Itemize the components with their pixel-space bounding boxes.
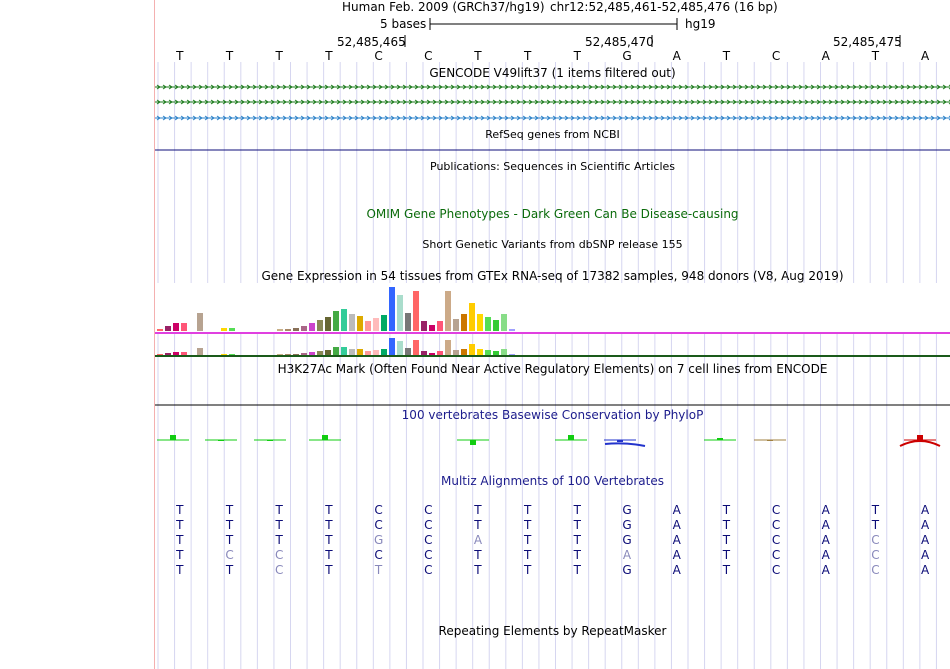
gtex-bar-2 [301,353,307,355]
gtex-bar [509,329,515,331]
alignment-base-human: T [722,503,731,517]
cons-mark [470,440,476,445]
alignment-base-human: T [325,503,333,517]
alignment-base-elephant: T [573,563,582,577]
alignment-base-elephant: A [921,563,930,577]
alignment-base-dog: T [176,548,184,562]
gtex-bar-2 [445,340,451,355]
gtex-bar [365,321,371,331]
gtex-bar-2 [349,349,355,355]
base-letter: A [921,49,930,63]
gtex-bar [373,318,379,331]
alignment-base-rhesus: A [672,518,681,532]
refseq-track-title: RefSeq genes from NCBI [485,128,620,141]
alignment-base-dog: C [771,548,781,562]
alignment-base-human: T [871,503,880,517]
ruler-coord-1: 52,485,465 [337,35,406,49]
gtex-bar-2 [325,350,331,355]
base-letter: T [722,49,731,63]
alignment-base-elephant: T [523,563,532,577]
base-letter: T [325,49,333,63]
gtex-bar-2 [477,349,483,355]
gtex-bar [357,316,363,331]
alignment-base-mouse: T [573,533,582,547]
alignment-base-mouse: A [672,533,681,547]
alignment-base-rhesus: C [771,518,781,532]
gtex-bar-2 [365,351,371,355]
alignment-base-elephant: A [821,563,830,577]
base-letter: C [424,49,433,63]
gtex-bar-2 [157,354,163,355]
alignment-base-elephant: T [374,563,383,577]
gtex-bar [181,323,187,331]
gtex-bar [341,309,347,331]
gtex-bar-2 [469,344,475,355]
alignment-base-elephant: T [325,563,333,577]
alignment-base-human: C [374,503,383,517]
gtex-bar [333,311,339,331]
pubs-track-title: Publications: Sequences in Scientific Articles [430,160,675,173]
alignment-base-human: G [622,503,632,517]
gtex-bar [453,319,459,331]
alignment-base-elephant: C [275,563,284,577]
gtex-bar-2 [333,347,339,355]
cons-mark [617,440,623,442]
gtex-bar [277,329,283,331]
gtex-bar [413,291,419,331]
gtex-bar-2 [221,354,227,355]
cons-mark [917,435,923,440]
gtex-baseline-2 [155,355,950,357]
alignment-base-dog: A [622,548,632,562]
gtex-bar-2 [373,350,379,355]
gtex-bar [349,314,355,331]
scale-db-label: hg19 [685,17,716,31]
alignment-base-rhesus: T [225,518,234,532]
alignment-base-human: T [474,503,482,517]
gtex-bar [461,314,467,331]
alignment-base-dog: A [821,548,830,562]
gtex-bar [229,328,235,331]
gtex-bar-2 [317,351,323,355]
gtex-bar-2 [453,350,459,355]
gtex-bar [469,303,475,331]
alignment-base-human: A [672,503,681,517]
alignment-base-dog: A [672,548,681,562]
base-letter: T [275,49,283,63]
alignment-base-mouse: G [622,533,632,547]
cons-mark-curve-blue [605,443,645,446]
gtex-bar [477,314,483,331]
alignment-base-mouse: A [473,533,483,547]
gtex-bar [301,326,307,331]
alignment-base-mouse: T [225,533,234,547]
alignment-base-dog: C [871,548,880,562]
gtex-bar-2 [429,353,435,355]
cons-mark [218,440,224,441]
gtex-bar [381,315,387,331]
ruler-coord-3: 52,485,475 [833,35,902,49]
alignment-base-dog: C [374,548,383,562]
gtex-bar [397,295,403,331]
gtex-bar [485,317,491,331]
cons-mark [568,435,574,440]
gtex-bar [389,287,395,331]
cons-mark [170,435,176,440]
alignment-base-elephant: T [176,563,184,577]
gtex-bar [493,320,499,331]
gtex-bar [437,321,443,331]
dbsnp-track-title: Short Genetic Variants from dbSNP release 155 [422,238,683,251]
cons-mark [767,440,773,441]
assembly-title: Human Feb. 2009 (GRCh37/hg19) [342,0,545,14]
alignment-base-elephant: C [871,563,880,577]
alignment-base-human: T [176,503,184,517]
base-letter: T [523,49,532,63]
gtex-bar [325,317,331,331]
gencode-track-title: GENCODE V49lift37 (1 items filtered out) [429,66,676,80]
gtex-bar [429,325,435,331]
alignment-base-rhesus: A [921,518,930,532]
gtex-bar-2 [165,353,171,355]
base-letter: A [821,49,830,63]
alignment-base-mouse: C [424,533,433,547]
alignment-base-elephant: G [622,563,632,577]
h3k27ac-track-title: H3K27Ac Mark (Often Found Near Active Regulatory Elements) on 7 cell lines from ENCODE [277,362,828,376]
alignment-base-rhesus: T [523,518,532,532]
position-readout: chr12:52,485,461-52,485,476 (16 bp) [550,0,778,14]
base-letter: A [672,49,681,63]
alignment-base-dog: C [225,548,234,562]
gtex-bar-2 [501,349,507,355]
alignment-base-human: A [921,503,930,517]
base-letter: T [176,49,184,63]
alignment-base-human: T [275,503,283,517]
browser-image[interactable] [155,0,950,669]
alignment-base-rhesus: T [325,518,333,532]
gtex-bar [317,320,323,331]
gtex-track-title: Gene Expression in 54 tissues from GTEx RNA-seq of 17382 samples, 948 donors (V8, Aug 2019) [261,269,844,283]
gtex-bar-2 [397,341,403,355]
gtex-bar-2 [341,347,347,355]
base-letter: C [374,49,383,63]
gtex-bar [221,328,227,331]
alignment-base-human: A [821,503,830,517]
base-letter: T [474,49,482,63]
alignment-base-rhesus: T [871,518,880,532]
gtex-bar-2 [413,340,419,355]
gtex-bar-2 [181,352,187,355]
gtex-bar [421,321,427,331]
track-band [155,283,950,334]
alignment-base-mouse: C [871,533,880,547]
cons-track-title: 100 vertebrates Basewise Conservation by PhyloP [401,408,704,422]
gtex-bar-2 [509,354,515,355]
gtex-bar [293,328,299,331]
gtex-bar-2 [405,348,411,355]
gtex-bar-2 [197,348,203,355]
alignment-base-dog: C [424,548,433,562]
alignment-base-dog: T [573,548,582,562]
alignment-base-rhesus: T [176,518,184,532]
base-letter: T [573,49,582,63]
alignment-base-elephant: T [474,563,482,577]
gtex-bar-2 [229,354,235,355]
alignment-base-mouse: T [325,533,333,547]
gtex-bar-2 [381,349,387,355]
gtex-bar-2 [293,354,299,355]
alignment-base-rhesus: T [275,518,283,532]
gtex-bar-2 [461,349,467,355]
alignment-base-elephant: A [672,563,681,577]
gtex-bar-2 [493,351,499,355]
alignment-base-human: T [225,503,234,517]
alignment-base-rhesus: T [573,518,582,532]
alignment-base-rhesus: T [722,518,731,532]
alignment-base-mouse: T [722,533,731,547]
gtex-baseline-1 [155,332,950,334]
alignment-base-mouse: T [176,533,184,547]
alignment-base-elephant: C [424,563,433,577]
alignment-base-mouse: T [523,533,532,547]
alignment-base-elephant: T [225,563,234,577]
gtex-bar-2 [389,338,395,355]
alignment-base-dog: T [474,548,482,562]
alignment-base-human: T [523,503,532,517]
alignment-base-mouse: A [921,533,930,547]
repeatmasker-track-title: Repeating Elements by RepeatMasker [438,624,667,638]
base-letter: G [622,49,632,63]
base-letter: T [871,49,880,63]
gtex-bar-2 [485,350,491,355]
scale-bar-label: 5 bases [380,17,427,31]
gtex-bar [165,326,171,331]
ruler-coord-2: 52,485,470 [585,35,654,49]
alignment-base-dog: A [921,548,930,562]
gtex-bar [501,314,507,331]
gtex-bar-2 [173,352,179,355]
alignment-base-rhesus: C [374,518,383,532]
alignment-base-human: C [424,503,433,517]
gtex-bar [309,323,315,331]
alignment-base-human: T [573,503,582,517]
gtex-bar [197,313,203,331]
track-label-column [0,0,154,669]
alignment-base-rhesus: A [821,518,830,532]
multiz-track-title: Multiz Alignments of 100 Vertebrates [440,474,665,488]
alignment-base-rhesus: T [474,518,482,532]
alignment-base-elephant: T [722,563,731,577]
gtex-bar-2 [285,354,291,355]
alignment-base-mouse: C [771,533,781,547]
base-letter: T [225,49,234,63]
alignment-base-rhesus: G [622,518,632,532]
alignment-base-rhesus: C [424,518,433,532]
alignment-base-mouse: T [275,533,283,547]
gtex-bar-2 [421,351,427,355]
alignment-base-dog: T [722,548,731,562]
base-letter: C [771,49,781,63]
alignment-base-dog: C [275,548,284,562]
alignment-base-mouse: G [373,533,384,547]
gtex-bar [173,323,179,331]
gtex-bar-2 [357,349,363,355]
gtex-bar-2 [277,354,283,355]
gtex-bar-2 [309,352,315,355]
alignment-base-elephant: C [771,563,781,577]
gtex-bar [157,329,163,331]
alignment-base-dog: T [523,548,532,562]
gtex-bar [285,329,291,331]
alignment-base-human: C [771,503,781,517]
gtex-bar [445,291,451,331]
cons-mark [267,440,273,441]
gtex-bar-2 [437,351,443,355]
alignment-base-mouse: A [821,533,830,547]
cons-mark [322,435,328,440]
gtex-bar [405,313,411,331]
omim-track-title: OMIM Gene Phenotypes - Dark Green Can Be Disease-causing [366,207,739,221]
alignment-base-dog: T [325,548,333,562]
cons-mark [717,438,723,440]
